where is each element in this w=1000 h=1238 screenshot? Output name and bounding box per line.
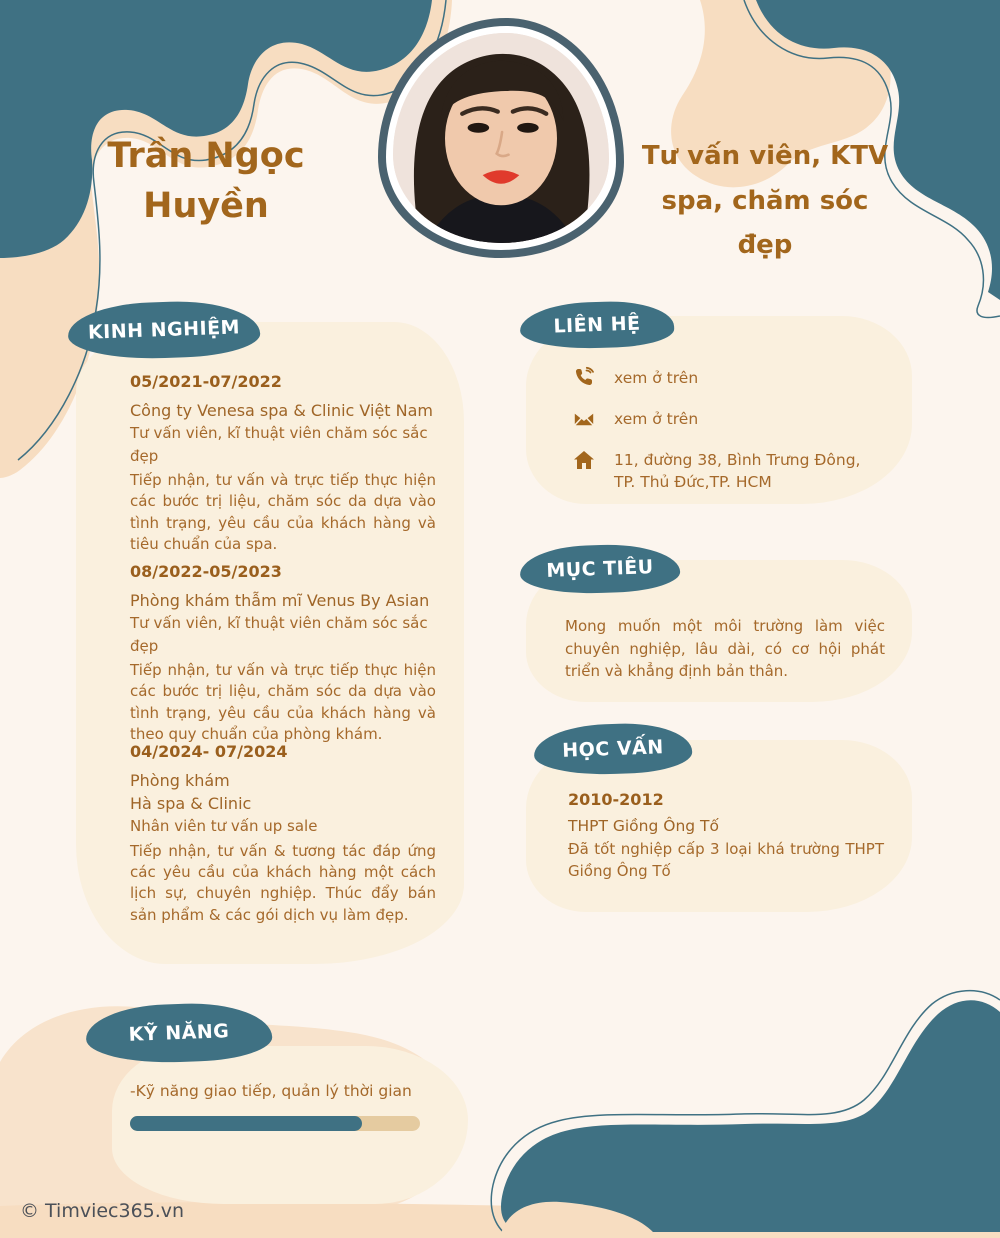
contact-address-text: 11, đường 38, Bình Trưng Đông, TP. Thủ Đức,TP. HCM (614, 451, 861, 492)
watermark: © Timviec365.vn (20, 1200, 185, 1222)
experience-role: Tư vấn viên, kĩ thuật viên chăm sóc sắc đẹp (130, 424, 428, 465)
experience-period: 04/2024- 07/2024 (130, 742, 288, 761)
job-title (634, 134, 896, 268)
experience-entry (130, 372, 436, 555)
experience-role: Tư vấn viên, kĩ thuật viên chăm sóc sắc đẹp (130, 614, 428, 655)
experience-entry (130, 742, 436, 926)
section-header-skills: KỸ NĂNG (85, 1001, 273, 1065)
phone-icon (572, 366, 596, 390)
education-description: Đã tốt nghiệp cấp 3 loại khá trường THPT Giồng Ông Tố (568, 840, 884, 880)
skill-progress-fill (130, 1116, 362, 1131)
contact-email-text: xem ở trên (614, 410, 699, 428)
section-header-education: HỌC VẤN (533, 721, 693, 776)
person-name: Trần Ngọc Huyền (107, 136, 305, 226)
experience-company: Công ty Venesa spa & Clinic Việt Nam (130, 401, 434, 420)
experience-entry (130, 562, 436, 745)
experience-period: 05/2021-07/2022 (130, 372, 282, 391)
experience-description: Tiếp nhận, tư vấn và trực tiếp thực hiện các bước trị liệu, chăm sóc da dựa vào tình trạng, yêu cầu của khách hàng và tiêu chuẩn của spa. (130, 471, 436, 554)
experience-company: Phòng khám thẫm mĩ Venus By Asian (130, 591, 430, 610)
bottom-right-teal-blob (501, 1000, 1000, 1232)
skill-progress-track (130, 1116, 420, 1131)
section-header-objective: MỤC TIÊU (519, 542, 681, 596)
portrait-illustration (393, 33, 609, 243)
objective-text: Mong muốn một môi trường làm việc chuyên nghiệp, lâu dài, có cơ hội phát triển và khẳng định bản thân. (565, 617, 885, 680)
contact-item-email (572, 407, 872, 431)
contact-phone-text: xem ở trên (614, 369, 699, 387)
experience-description: Tiếp nhận, tư vấn & tương tác đáp ứng các yêu cầu của khách hàng một cách lịch sự, chuyên nghiệp. Thúc đẩy bán sản phẩm & các gói dịch vụ làm đẹp. (130, 841, 436, 924)
education-school: THPT Giồng Ông Tố (568, 817, 719, 835)
experience-company: Phòng khám (130, 771, 230, 790)
experience-role: Nhân viên tư vấn up sale (130, 817, 318, 836)
contact-item-address (572, 448, 872, 494)
section-header-experience: KINH NGHIỆM (67, 299, 261, 362)
experience-company-line2: Hà spa & Clinic (130, 794, 252, 814)
education-period: 2010-2012 (568, 790, 664, 809)
profile-photo (393, 33, 609, 243)
mail-icon (572, 407, 596, 431)
contact-list (572, 366, 872, 511)
job-title-line1: Tư vấn viên, KTV (641, 141, 889, 171)
contact-item-phone (572, 366, 872, 390)
section-header-contact: LIÊN HỆ (519, 299, 675, 350)
experience-period: 08/2022-05/2023 (130, 562, 282, 581)
home-icon (572, 448, 596, 472)
skill-label: -Kỹ năng giao tiếp, quản lý thời gian (130, 1082, 412, 1100)
experience-description: Tiếp nhận, tư vấn và trực tiếp thực hiện các bước trị liệu, chăm sóc da dựa vào tình trạng, yêu cầu của khách hàng và theo quy chuẩn của phòng khám. (130, 661, 436, 744)
education-entry (568, 790, 884, 883)
job-title-line2: spa, chăm sóc đẹp (661, 185, 869, 261)
